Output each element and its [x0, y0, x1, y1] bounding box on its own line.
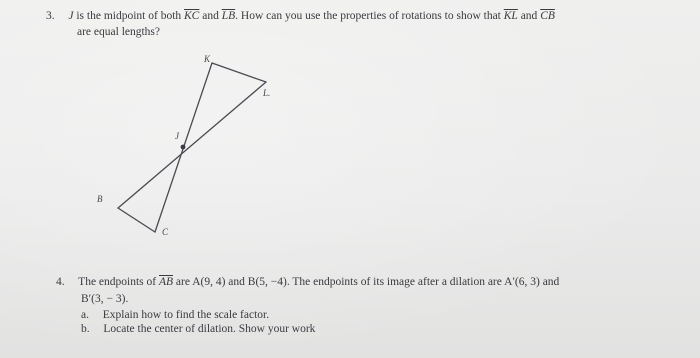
problem-4-number: 4. — [56, 276, 65, 288]
point-j-dot — [181, 145, 186, 150]
label-c: C — [162, 227, 169, 237]
part-a-text: Explain how to find the scale factor. — [102, 309, 270, 321]
problem-3-and-2: and — [517, 10, 541, 22]
part-b-text: Locate the center of dilation. Show your work — [103, 323, 316, 335]
point-j-text: J — [68, 10, 74, 22]
problem-3-line-2: are equal lengths? — [77, 26, 161, 38]
segment-lb: $\overline{LB}$ — [221, 10, 236, 22]
part-a-marker: a. — [81, 309, 89, 321]
problem-4-text-2: are A(9, 4) and B(5, −4). The endpoints of its image after a dilation are A′(6, 3) and — [173, 276, 560, 288]
problem-3-number: 3. — [46, 10, 55, 22]
segment-cb: $\overline{CB}$ — [540, 10, 555, 22]
problem-3-and-1: and — [199, 10, 222, 22]
segment-kl: $\overline{KL}$ — [503, 10, 518, 22]
problem-4-line-2: B′(3, − 3). — [81, 293, 129, 305]
problem-3-text-2: . How can you use the properties of rotations to show that — [235, 10, 504, 22]
segment-ab: $\overline{AB}$ — [158, 276, 174, 288]
label-k: K — [204, 54, 211, 64]
segment-lb-line — [118, 82, 266, 208]
problem-4-part-a — [81, 309, 269, 322]
segment-bc-line — [118, 208, 155, 232]
segment-kc: $\overline{KC}$ — [184, 10, 200, 22]
label-l: L. — [263, 88, 271, 98]
label-j: J — [175, 131, 179, 141]
label-b: B — [97, 194, 103, 204]
problem-3-text-1: is the midpoint of both — [73, 10, 185, 22]
problem-4-text-1: The endpoints of — [78, 276, 159, 288]
part-b-marker: b. — [81, 323, 90, 335]
problem-4-part-b — [81, 323, 315, 336]
segment-kl-line — [212, 63, 266, 82]
problem-4-line-1 — [56, 276, 559, 289]
